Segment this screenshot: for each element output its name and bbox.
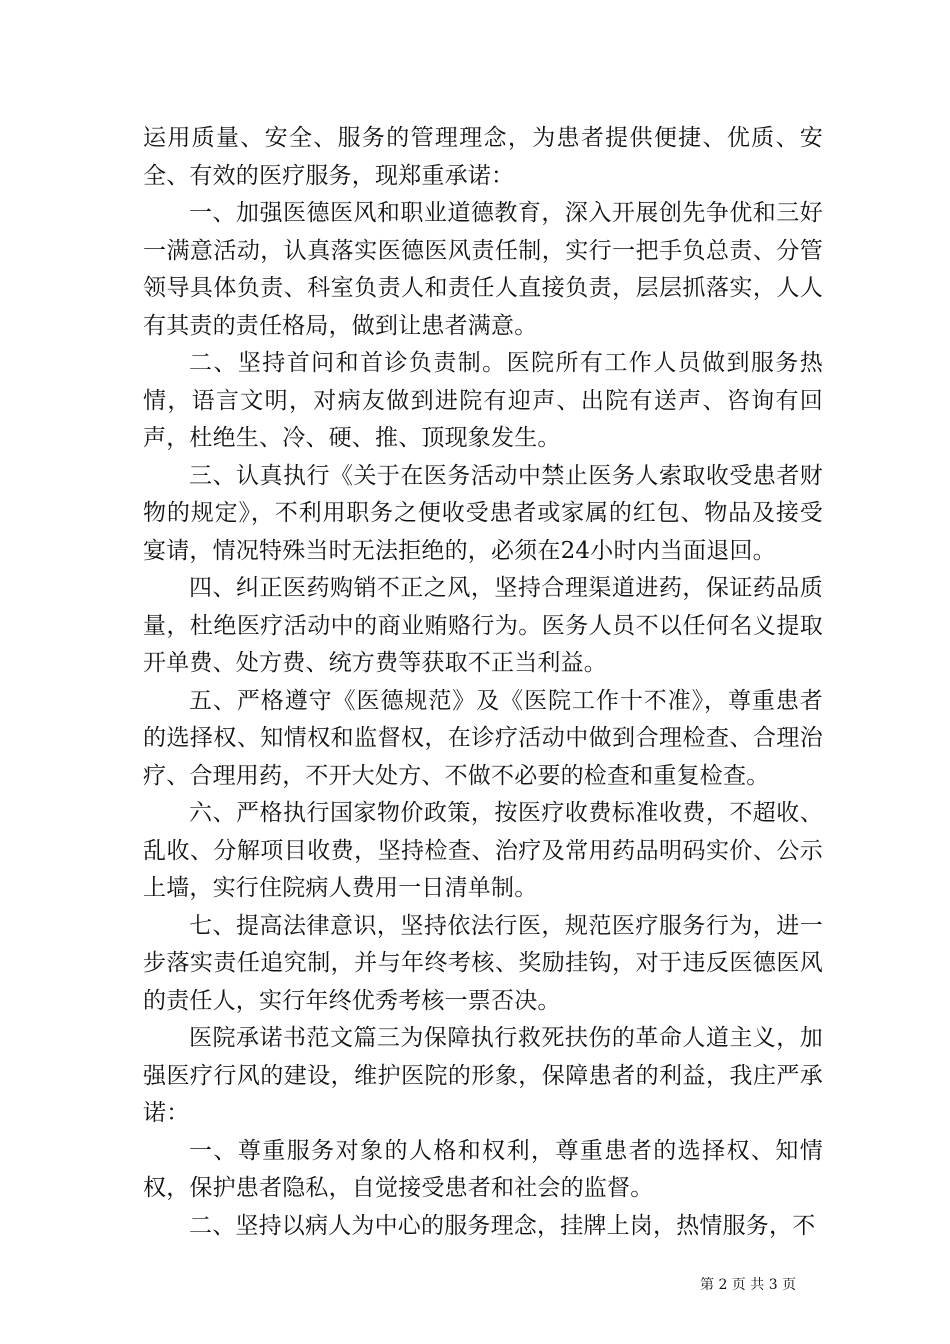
paragraph-item-3: 三、认真执行《关于在医务活动中禁止医务人索取收受患者财物的规定》，不利用职务之便收受患者或家属的红包、物品及接受宴请，情况特殊当时无法拒绝的，必须在24小时内当面退回。 xyxy=(143,462,823,564)
paragraph-item-1: 一、加强医德医风和职业道德教育，深入开展创先争优和三好一满意活动，认真落实医德医风责任制，实行一把手负总责、分管领导具体负责、科室负责人和责任人直接负责，层层抓落实，人人有其责的责任格局，做到让患者满意。 xyxy=(143,200,823,339)
paragraph-item-7: 七、提高法律意识，坚持依法行医，规范医疗服务行为，进一步落实责任追究制，并与年终考核、奖励挂钩，对于违反医德医风的责任人，实行年终优秀考核一票否决。 xyxy=(143,912,823,1014)
page-number-footer: 第 2 页 共 3 页 xyxy=(700,1277,797,1293)
paragraph-section-3-item-1: 一、尊重服务对象的人格和权利，尊重患者的选择权、知情权，保护患者隐私，自觉接受患者和社会的监督。 xyxy=(143,1137,823,1201)
document-body xyxy=(143,120,823,1245)
paragraph-section-3-intro: 医院承诺书范文篇三为保障执行救死扶伤的革命人道主义，加强医疗行风的建设，维护医院的形象，保障患者的利益，我庄严承诺： xyxy=(143,1025,823,1126)
paragraph-item-4: 四、纠正医药购销不正之风，坚持合理渠道进药，保证药品质量，杜绝医疗活动中的商业贿赂行为。医务人员不以任何名义提取开单费、处方费、统方费等获取不正当利益。 xyxy=(143,575,823,676)
paragraph-item-2: 二、坚持首问和首诊负责制。医院所有工作人员做到服务热情，语言文明，对病友做到进院有迎声、出院有送声、咨询有回声，杜绝生、冷、硬、推、顶现象发生。 xyxy=(143,350,823,451)
paragraph-item-6: 六、严格执行国家物价政策，按医疗收费标准收费，不超收、乱收、分解项目收费，坚持检查、治疗及常用药品明码实价、公示上墙，实行住院病人费用一日清单制。 xyxy=(143,800,823,901)
paragraph-intro: 运用质量、安全、服务的管理理念，为患者提供便捷、优质、安全、有效的医疗服务，现郑重承诺： xyxy=(143,125,823,189)
paragraph-section-3-item-2: 二、坚持以病人为中心的服务理念，挂牌上岗，热情服务，不 xyxy=(189,1212,816,1239)
paragraph-item-5: 五、严格遵守《医德规范》及《医院工作十不准》，尊重患者的选择权、知情权和监督权，在诊疗活动中做到合理检查、合理治疗、合理用药，不开大处方、不做不必要的检查和重复检查。 xyxy=(143,687,823,789)
